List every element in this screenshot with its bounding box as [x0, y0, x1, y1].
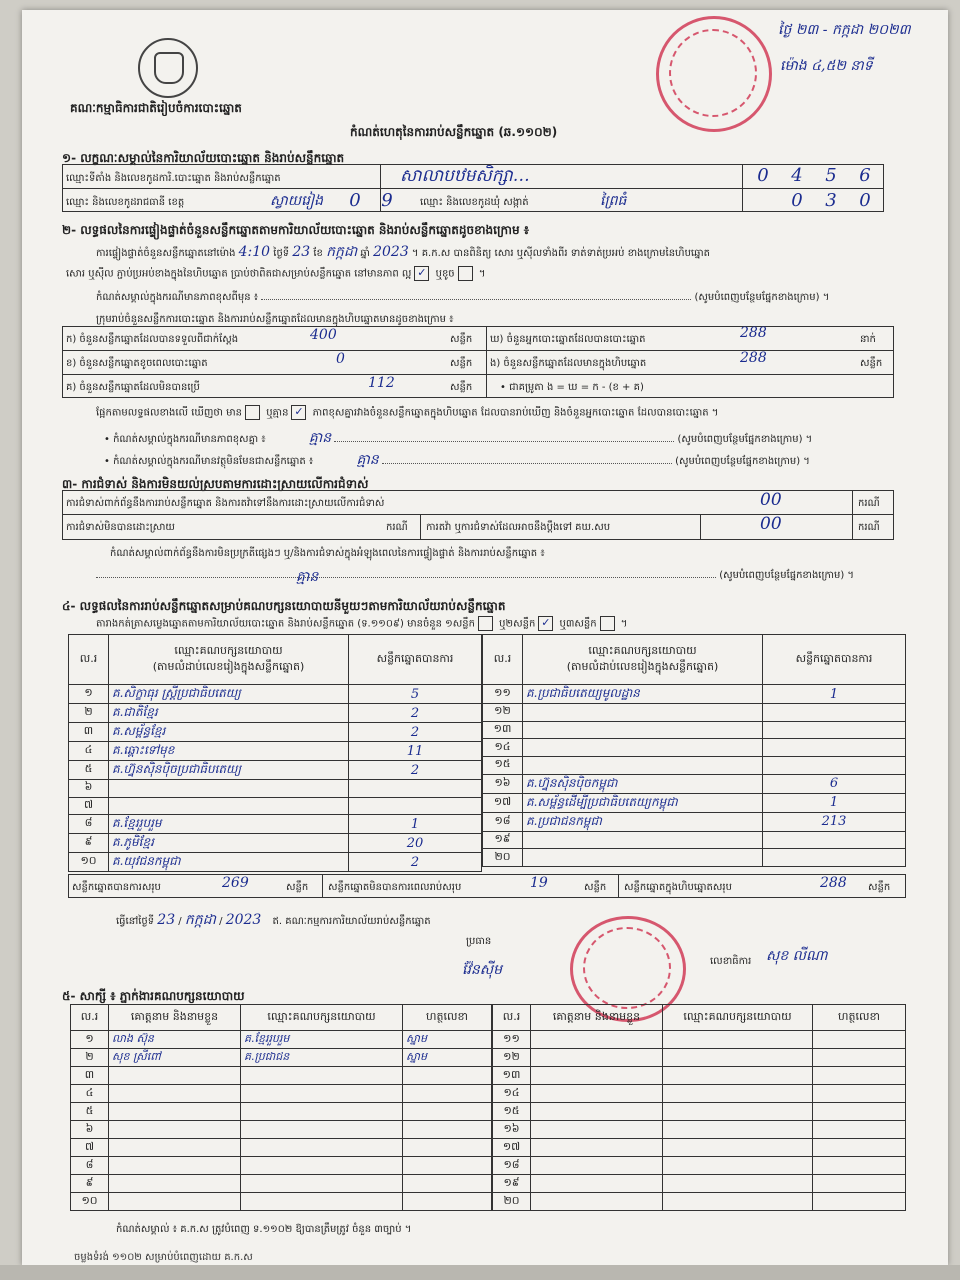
valid-total-value: 269 — [222, 875, 249, 891]
row-number: ១១ — [483, 685, 523, 704]
row-number: ៧ — [71, 1139, 109, 1157]
vote-count — [763, 849, 906, 867]
witness-row — [71, 1193, 492, 1211]
witness-name — [531, 1103, 663, 1121]
witness-row — [71, 1085, 492, 1103]
compare-line: ផ្អែកតាមលទ្ធផលខាងលើ ឃើញថា មាន ឬគ្មាន ✓ ភាពខុសគ្នារវាងចំនួនសន្លឹកឆ្នោតក្នុងហិបឆ្នោត ដែលបានរាប់ឃើញ និងចំនួនអ្នកបោះឆ្នោត ដែលបានបោះឆ្នោត ។ — [96, 405, 719, 419]
sheet2-checkbox[interactable]: ✓ — [538, 616, 553, 631]
row-number: ១០ — [69, 853, 109, 872]
witness-party — [241, 1067, 403, 1085]
row-number: ៩ — [69, 834, 109, 853]
witness-party — [241, 1121, 403, 1139]
section3-title: ៣- ការជំទាស់ និងការមិនយល់ស្របតាមការដោះស្រាយលើការជំទាស់ — [62, 477, 369, 491]
vote-count: 1 — [349, 815, 482, 834]
vote-count: 6 — [763, 774, 906, 793]
table-row — [483, 757, 906, 775]
witness-signature — [813, 1031, 906, 1049]
row-number: ៣ — [71, 1067, 109, 1085]
witness-party — [241, 1103, 403, 1121]
valid-total-label: សន្លឹកឆ្នោតបានការសរុប — [72, 882, 161, 893]
vote-count — [349, 797, 482, 815]
count-c-label: គ) ចំនួនសន្លឹកឆ្នោតដែលមិនបានប្រើ — [66, 382, 200, 393]
secretary-signature: សុខ លីណា — [766, 948, 828, 964]
date-year: 2023 — [225, 912, 262, 928]
witness-row — [71, 1031, 492, 1049]
section3-note-line: គ្មាន (សូមបំពេញបន្ថែមផ្នែកខាងក្រោម) ។ — [96, 568, 896, 583]
party-name: គ.ប្រជាជនកម្ពុជា — [523, 812, 763, 831]
row-number: ១៩ — [493, 1175, 531, 1193]
objection-row1-value: 00 — [760, 490, 782, 510]
diff-yes-checkbox[interactable] — [245, 405, 260, 420]
party-name: គ.យុវជនកម្ពុជា — [109, 853, 349, 872]
witness-name — [531, 1157, 663, 1175]
row-number: ១៧ — [493, 1139, 531, 1157]
footer-note: កំណត់សម្គាល់ ៖ គ.ក.ស ត្រូវបំពេញ ទ.១១០២ ឱ្យបានត្រឹមត្រូវ ចំនួន ៣ច្បាប់ ។ — [116, 1224, 412, 1235]
table-row — [483, 739, 906, 757]
objection-row1-label: ការជំទាស់ពាក់ព័ន្ធនឹងការរាប់សន្លឹកឆ្នោត និងការតវ៉ាទៅនឹងការដោះស្រាយលើការជំទាស់ — [66, 498, 385, 509]
col-no: ល.រ — [69, 635, 109, 685]
party-name: គ.ជាតិខ្មែរ — [109, 704, 349, 723]
invalid-total-unit: សន្លឹក — [584, 882, 607, 893]
vote-count: 2 — [349, 704, 482, 723]
official-seal-top — [656, 16, 772, 132]
count-b-value: 0 — [336, 351, 345, 367]
party-name — [109, 780, 349, 798]
section4-intro: តារាងកត់ត្រាសម្លេងឆ្នោតតាមការិយាល័យបោះឆ្នោត និងរាប់សន្លឹកឆ្នោត (ទ.១១០៩) មានចំនួន ១សន្លឹក ឬ២សន្លឹក ✓ ឬ៣សន្លឹក ។ — [96, 616, 628, 630]
row-number: ១៥ — [483, 757, 523, 775]
footer-bottom: ចម្លងទំរង់ ១១០២ សម្រាប់បំពេញដោយ គ.ក.ស — [74, 1252, 253, 1263]
witness-signature — [403, 1175, 492, 1193]
witness-row — [71, 1049, 492, 1067]
witness-signature — [403, 1067, 492, 1085]
row-number: ១៧ — [483, 793, 523, 812]
party-name: គ.សិក្ខាធុរ ស្ត្រីប្រជាធិបតេយ្យ — [109, 685, 349, 704]
row-number: ៦ — [71, 1121, 109, 1139]
row-number: ១ — [69, 685, 109, 704]
witness-table-left — [70, 1004, 492, 1211]
witness-signature — [813, 1085, 906, 1103]
witness-party — [663, 1157, 813, 1175]
row-number: ១២ — [493, 1049, 531, 1067]
row-number: ១០ — [71, 1193, 109, 1211]
station-code-4: 6 — [859, 165, 871, 186]
district-code-3: 0 — [859, 190, 871, 211]
table-row — [69, 685, 482, 704]
row-number: ២ — [71, 1049, 109, 1067]
row-number: ១៦ — [493, 1121, 531, 1139]
vote-count: 5 — [349, 685, 482, 704]
station-value: សាលាបឋមសិក្សា… — [400, 166, 530, 186]
form-title: កំណត់ហេតុនៃការរាប់សន្លឹកឆ្នោត (ឆ.១១០២) — [350, 125, 558, 139]
witness-col-party-right: ឈ្មោះគណបក្សនយោបាយ — [663, 1005, 813, 1031]
date-line: ធ្វើនៅថ្ងៃទី 23 / កក្កដា / 2023 ឥ. គណៈកម្មការការិយាល័យរាប់សន្លឹកឆ្នោត — [116, 912, 431, 928]
col-party-right: ឈ្មោះគណបក្សនយោបាយ (តាមលំដាប់លេខរៀងក្នុងសន្លឹកឆ្នោត) — [523, 635, 763, 685]
count-d-unit: នាក់ — [860, 334, 876, 345]
top-handwritten-time: ម៉ោង ៤,៥២ នាទី — [780, 58, 873, 74]
row-number: ១៦ — [483, 774, 523, 793]
inbox-total-label: សន្លឹកឆ្នោតក្នុងហិបឆ្នោតសរុប — [624, 882, 732, 893]
row-number: ១៣ — [493, 1067, 531, 1085]
witness-row — [493, 1157, 906, 1175]
sheet1-checkbox[interactable] — [478, 616, 493, 631]
witness-col-name-right: គោត្តនាម និងនាមខ្លួន — [531, 1005, 663, 1031]
station-code-1: 0 — [757, 165, 769, 186]
table-row — [69, 815, 482, 834]
witness-row — [493, 1175, 906, 1193]
verify-line1: ការផ្ទៀងផ្ទាត់ចំនួនសន្លឹកឆ្នោតនៅម៉ោង 4:10 ថ្ងៃទី 23 ខែ កក្កដា ឆ្នាំ 2023 ។ គ.ក.ស បានពិនិត្យ សោរ ឬស៊ីលទាំងពីរ ទាត់ទាត់ប្រអប់ ខាងក្រោមនៃហិបឆ្នោត — [96, 244, 710, 260]
col-no-right: ល.រ — [483, 635, 523, 685]
vote-count — [763, 721, 906, 739]
valid-total-unit: សន្លឹក — [286, 882, 309, 893]
row-number: ១១ — [493, 1031, 531, 1049]
count-e-value: 288 — [740, 350, 767, 366]
vote-count: 11 — [349, 742, 482, 761]
results-table-left — [68, 634, 482, 872]
witness-name — [531, 1085, 663, 1103]
row-number: ១៣ — [483, 721, 523, 739]
vote-count: 213 — [763, 812, 906, 831]
table-row — [483, 685, 906, 704]
vote-count: 2 — [349, 723, 482, 742]
witness-row — [493, 1031, 906, 1049]
row-number: ៥ — [69, 761, 109, 780]
row-number: ៦ — [69, 780, 109, 798]
witness-name — [109, 1175, 241, 1193]
witness-col-no-right: ល.រ — [493, 1005, 531, 1031]
row-number: ២០ — [493, 1193, 531, 1211]
commune-code-1: 0 — [349, 190, 361, 211]
count-a-unit: សន្លឹក — [450, 334, 473, 345]
objection-row2-value: 00 — [760, 514, 782, 534]
witness-name — [109, 1103, 241, 1121]
witness-col-sign-right: ហត្ថលេខា — [813, 1005, 906, 1031]
row-number: ១ — [71, 1031, 109, 1049]
count-c-unit: សន្លឹក — [450, 382, 473, 393]
row-number: ១៨ — [483, 812, 523, 831]
witness-signature — [403, 1157, 492, 1175]
witness-row — [71, 1157, 492, 1175]
commune-code-2: 9 — [381, 190, 393, 211]
chair-signature: វ៉ែនស៊ីម — [462, 962, 502, 978]
note-line: កំណត់សម្គាល់ក្នុងករណីមានភាពខុសពីមុន ៖ (សូមបំពេញបន្ថែមផ្នែកខាងក្រោម) ។ — [96, 292, 830, 303]
witness-row — [493, 1067, 906, 1085]
row-number: ១៩ — [483, 831, 523, 849]
totals-box — [68, 874, 906, 898]
witness-row — [71, 1175, 492, 1193]
table-row — [483, 793, 906, 812]
secretary-label: លេខាធិការ — [710, 956, 752, 967]
vote-count: 20 — [349, 834, 482, 853]
witness-party — [663, 1067, 813, 1085]
witness-name — [109, 1139, 241, 1157]
witness-signature: ស្នាម — [403, 1049, 492, 1067]
section3-note-label: កំណត់សម្គាល់ពាក់ព័ន្ធនឹងការមិនប្រក្រតីផ្សេងៗ ឬ/និងការជំទាស់ក្នុងអំឡុងពេលនៃការផ្ទៀងផ្ទាត់ និងការរាប់សន្លឹកឆ្នោត ៖ — [110, 548, 545, 559]
party-name: គ.ហ្វ៊ុនស៊ិនប៉ិចប្រជាធិបតេយ្យ — [109, 761, 349, 780]
section2-title: ២- លទ្ធផលនៃការផ្ទៀងផ្ទាត់ចំនួនសន្លឹកឆ្នោតតាមការិយាល័យបោះឆ្នោត និងរាប់សន្លឹកឆ្នោតដូចខាងក្រោម ៖ — [62, 223, 530, 237]
witness-row — [71, 1103, 492, 1121]
station-code-2: 4 — [791, 165, 803, 186]
party-name: គ.ឆ្ពោះទៅមុខ — [109, 742, 349, 761]
witness-signature — [813, 1067, 906, 1085]
commune-label: ឈ្មោះ និងលេខកូដរាជធានី ខេត្ត — [66, 197, 185, 208]
witness-name — [109, 1085, 241, 1103]
bullet1-value: គ្មាន — [308, 430, 332, 446]
verify-year: 2023 — [373, 244, 409, 260]
count-formula: • ជាគម្រូតា ង = ឃ = ក - (ខ + គ) — [500, 382, 644, 393]
bullet1-line: • កំណត់សម្គាល់ក្នុងករណីមានភាពខុសគ្នា ៖ គ្មាន (សូមបំពេញបន្ថែមផ្នែកខាងក្រោម) ។ — [104, 430, 813, 446]
witness-row — [493, 1193, 906, 1211]
nec-emblem-icon — [138, 38, 198, 98]
witness-col-sign: ហត្ថលេខា — [403, 1005, 492, 1031]
party-name: គ.ប្រជាធិបតេយ្យមូលដ្ឋាន — [523, 685, 763, 704]
witness-name — [531, 1049, 663, 1067]
table-row — [69, 797, 482, 815]
seal-bad-checkbox[interactable] — [458, 266, 473, 281]
witness-name — [531, 1067, 663, 1085]
witness-party: គ.ខ្មែររួបរួម — [241, 1031, 403, 1049]
count-c-value: 112 — [368, 375, 395, 391]
inbox-total-unit: សន្លឹក — [868, 882, 891, 893]
bullet2-value: គ្មាន — [356, 452, 379, 468]
party-name — [109, 797, 349, 815]
table-row — [69, 780, 482, 798]
vote-count: 2 — [349, 761, 482, 780]
district-label: ឈ្មោះ និងលេខកូដឃុំ សង្កាត់ — [420, 197, 529, 208]
witness-party — [663, 1193, 813, 1211]
party-name: គ.ហ្វ៊ុនស៊ិនប៉ិចកម្ពុជា — [523, 774, 763, 793]
row-number: ៤ — [69, 742, 109, 761]
objection-row2-unit-a: ករណី — [386, 522, 408, 533]
witness-name — [531, 1193, 663, 1211]
invalid-total-label: សន្លឹកឆ្នោតមិនបានការពេលរាប់សរុប — [328, 882, 462, 893]
party-name: គ.ខ្មែររួបរួម — [109, 815, 349, 834]
row-number: ១៤ — [493, 1085, 531, 1103]
witness-signature — [403, 1103, 492, 1121]
count-e-unit: សន្លឹក — [860, 358, 883, 369]
table-row — [483, 831, 906, 849]
witness-party: គ.ប្រជាជន — [241, 1049, 403, 1067]
verify-time: 4:10 — [238, 244, 271, 260]
seal-good-checkbox[interactable]: ✓ — [414, 266, 429, 281]
bottom-edge — [0, 1265, 960, 1280]
witness-row — [493, 1085, 906, 1103]
diff-no-checkbox[interactable]: ✓ — [291, 405, 306, 420]
row-number: ៤ — [71, 1085, 109, 1103]
row-number: ៣ — [69, 723, 109, 742]
table-row — [483, 721, 906, 739]
witness-signature — [813, 1139, 906, 1157]
table-row — [69, 761, 482, 780]
witness-party — [241, 1139, 403, 1157]
witness-name — [531, 1175, 663, 1193]
station-code-3: 5 — [825, 165, 837, 186]
party-name: គ.ភូមិខ្មែរ — [109, 834, 349, 853]
witness-party — [663, 1103, 813, 1121]
section1-title: ១- លក្ខណៈសម្គាល់នៃការិយាល័យបោះឆ្នោត និងរាប់សន្លឹកឆ្នោត — [62, 151, 345, 165]
witness-signature: ស្នាម — [403, 1031, 492, 1049]
witness-name — [531, 1139, 663, 1157]
district-code-1: 0 — [791, 190, 803, 211]
commune-value: ស្វាយរៀង — [270, 193, 324, 209]
vote-count: 1 — [763, 685, 906, 704]
count-b-label: ខ) ចំនួនសន្លឹកឆ្នោតខូចពេលបោះឆ្នោត — [66, 358, 208, 369]
results-table-right — [482, 634, 906, 867]
witness-party — [663, 1139, 813, 1157]
vote-count: 2 — [349, 853, 482, 872]
witness-name — [531, 1121, 663, 1139]
row-number: ៧ — [69, 797, 109, 815]
table-row — [483, 704, 906, 722]
witness-table-right — [492, 1004, 906, 1211]
section5-title: ៥- សាក្សី ៖ ភ្នាក់ងារគណបក្សនយោបាយ — [62, 989, 245, 1003]
witness-signature — [403, 1139, 492, 1157]
witness-name — [109, 1157, 241, 1175]
witness-name: លាង ស៊ុន — [109, 1031, 241, 1049]
table-row — [69, 853, 482, 872]
table-row — [69, 834, 482, 853]
row-number: ១២ — [483, 704, 523, 722]
district-value: ព្រៃធំ — [600, 193, 627, 209]
top-handwritten-date: ថ្ងៃ ២៣ - កក្កដា ២០២៣ — [778, 22, 911, 38]
objection-row2-mid: ការតវ៉ា ឬការជំទាស់ដែលអាចនឹងប្តឹងទៅ គឃ.សប — [426, 522, 611, 533]
vote-count: 1 — [763, 793, 906, 812]
committee-name: គណៈកម្មាធិការជាតិរៀបចំការបោះឆ្នោត — [70, 101, 242, 115]
verify-line2: សោរ ឬស៊ីល ភ្ជាប់ប្រអប់ខាងក្នុងនៃហិបឆ្នោត ប្រាប់ថាពិតជាសម្រាប់សន្លឹកឆ្នោត នៅមានភាព ល្អ ✓ ឬខូច ។ — [66, 266, 486, 280]
witness-party — [241, 1175, 403, 1193]
witness-row — [493, 1049, 906, 1067]
party-name — [523, 757, 763, 775]
witness-party — [663, 1121, 813, 1139]
vote-count — [763, 831, 906, 849]
party-name — [523, 849, 763, 867]
chair-label: ប្រធាន — [466, 936, 492, 947]
witness-party — [663, 1085, 813, 1103]
row-number: ៥ — [71, 1103, 109, 1121]
witness-signature — [813, 1103, 906, 1121]
witness-party — [241, 1157, 403, 1175]
inbox-total-value: 288 — [820, 875, 847, 891]
party-name — [523, 739, 763, 757]
row-number: ២០ — [483, 849, 523, 867]
objection-row2-label: ការជំទាស់មិនបានដោះស្រាយ — [66, 522, 175, 533]
witness-name — [531, 1031, 663, 1049]
witness-signature — [813, 1175, 906, 1193]
row-number: ១៤ — [483, 739, 523, 757]
verify-day: 23 — [292, 244, 311, 260]
witness-party — [663, 1175, 813, 1193]
table-row — [69, 723, 482, 742]
count-d-label: ឃ) ចំនួនអ្នកបោះឆ្នោតដែលបានបោះឆ្នោត — [490, 334, 646, 345]
col-votes-right: សន្លឹកឆ្នោតបានការ — [763, 635, 906, 685]
witness-signature — [403, 1085, 492, 1103]
table-row — [69, 742, 482, 761]
witness-row — [493, 1139, 906, 1157]
invalid-total-value: 19 — [530, 875, 548, 891]
station-label: ឈ្មោះទីតាំង និងលេខកូដការិ.បោះឆ្នោត និងរាប់សន្លឹកឆ្នោត — [66, 173, 281, 184]
sheet3-checkbox[interactable] — [600, 616, 615, 631]
table-row — [483, 849, 906, 867]
witness-party — [241, 1085, 403, 1103]
vote-count — [763, 757, 906, 775]
count-a-value: 400 — [310, 327, 337, 343]
witness-name — [109, 1193, 241, 1211]
table-row — [483, 812, 906, 831]
party-name — [523, 721, 763, 739]
section4-title: ៤- លទ្ធផលនៃការរាប់សន្លឹកឆ្នោតសម្រាប់គណបក្សនយោបាយនីមួយៗតាមការិយាល័យរាប់សន្លឹកឆ្នោត — [62, 599, 506, 613]
row-number: ៩ — [71, 1175, 109, 1193]
objection-row2-unit: ករណី — [858, 522, 880, 533]
witness-name — [109, 1121, 241, 1139]
bullet2-line: • កំណត់សម្គាល់ក្នុងករណីមានវត្ថុមិនមែនជាសន្លឹកឆ្នោត ៖ គ្មាន (សូមបំពេញបន្ថែមផ្នែកខាងក្រោម) ។ — [104, 452, 810, 468]
witness-name: សុខ ស្រីពៅ — [109, 1049, 241, 1067]
count-a-label: ក) ចំនួនសន្លឹកឆ្នោតដែលបានទទួលពីជាក់ស្តែង — [66, 334, 239, 345]
witness-row — [71, 1121, 492, 1139]
vote-count — [763, 704, 906, 722]
witness-row — [493, 1103, 906, 1121]
col-votes: សន្លឹកឆ្នោតបានការ — [349, 635, 482, 685]
row-number: ៨ — [71, 1157, 109, 1175]
count-e-label: ង) ចំនួនសន្លឹកឆ្នោតដែលមានក្នុងហិបឆ្នោត — [490, 358, 647, 369]
result-intro: ក្រុមរាប់ចំនួនសន្លឹកការបោះឆ្នោត និងការរាប់សន្លឹកឆ្នោតដែលមានក្នុងហិបឆ្នោតមានដូចខាងក្រោម ៖ — [96, 314, 454, 325]
vote-count — [349, 780, 482, 798]
witness-signature — [813, 1049, 906, 1067]
witness-row — [493, 1121, 906, 1139]
party-name — [523, 704, 763, 722]
col-party: ឈ្មោះគណបក្សនយោបាយ (តាមលំដាប់លេខរៀងក្នុងសន្លឹកឆ្នោត) — [109, 635, 349, 685]
date-month: កក្កដា — [184, 912, 216, 928]
count-b-unit: សន្លឹក — [450, 358, 473, 369]
date-day: 23 — [157, 912, 176, 928]
witness-party — [663, 1049, 813, 1067]
party-name: គ.សម្ព័ន្ធខ្មែរ — [109, 723, 349, 742]
objection-row1-unit: ករណី — [858, 498, 880, 509]
witness-signature — [813, 1157, 906, 1175]
witness-col-party: ឈ្មោះគណបក្សនយោបាយ — [241, 1005, 403, 1031]
vote-count — [763, 739, 906, 757]
witness-party — [241, 1193, 403, 1211]
row-number: ៨ — [69, 815, 109, 834]
district-code-2: 3 — [825, 190, 837, 211]
witness-name — [109, 1067, 241, 1085]
count-d-value: 288 — [740, 325, 767, 341]
witness-signature — [813, 1193, 906, 1211]
witness-col-name: គោត្តនាម និងនាមខ្លួន — [109, 1005, 241, 1031]
row-number: ១៨ — [493, 1157, 531, 1175]
row-number: ១៥ — [493, 1103, 531, 1121]
witness-row — [71, 1067, 492, 1085]
witness-signature — [403, 1193, 492, 1211]
witness-signature — [813, 1121, 906, 1139]
table-row — [69, 704, 482, 723]
table-row — [483, 774, 906, 793]
witness-col-no: ល.រ — [71, 1005, 109, 1031]
witness-signature — [403, 1121, 492, 1139]
verify-month: កក្កដា — [326, 244, 358, 260]
witness-row — [71, 1139, 492, 1157]
party-name — [523, 831, 763, 849]
party-name: គ.សម្ព័ន្ធដើម្បីប្រជាធិបតេយ្យកម្ពុជា — [523, 793, 763, 812]
witness-party — [663, 1031, 813, 1049]
row-number: ២ — [69, 704, 109, 723]
section3-note-value: គ្មាន — [296, 569, 319, 585]
